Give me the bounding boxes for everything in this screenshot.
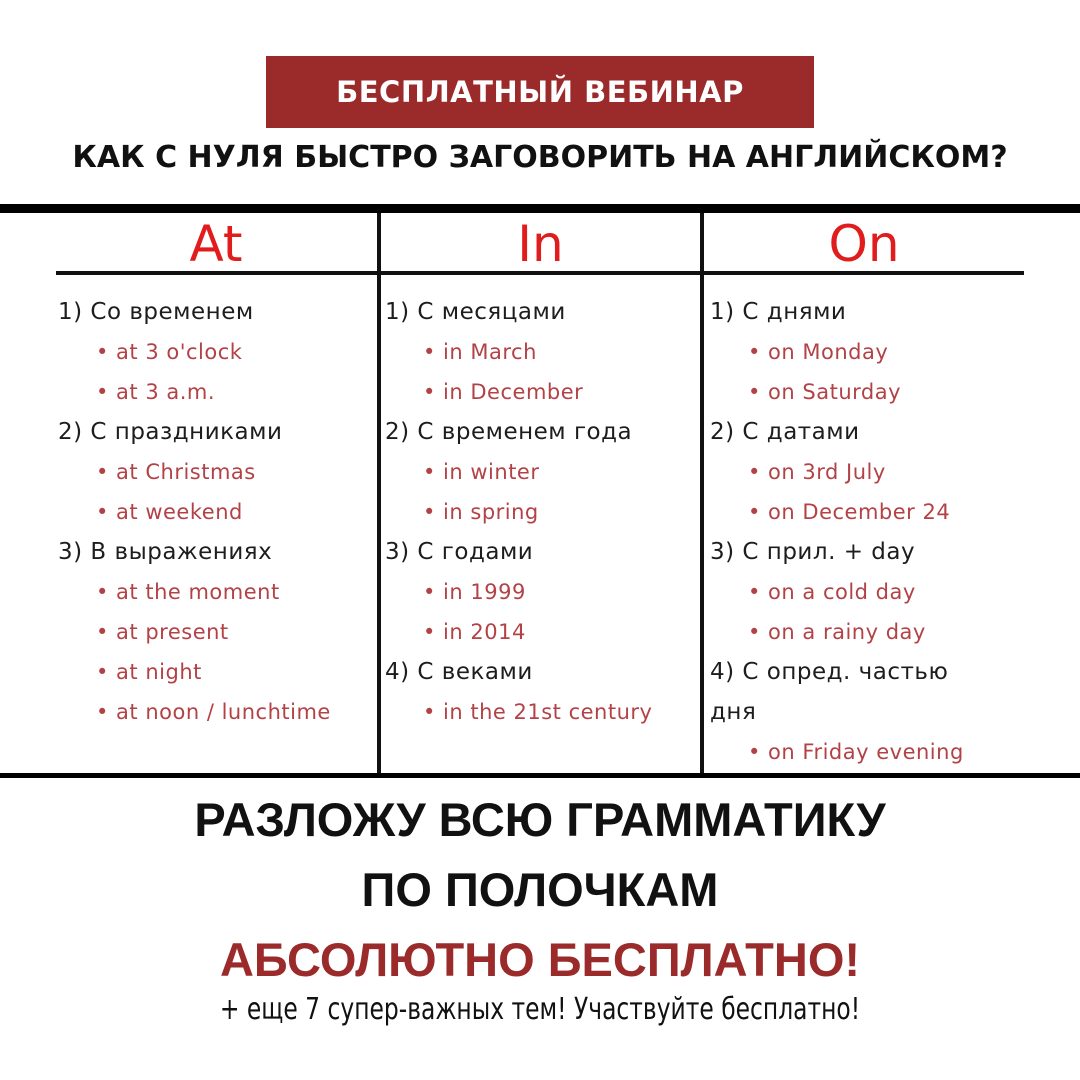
rule-heading: 1) С месяцами	[385, 299, 566, 325]
rule-heading: 1) С днями	[710, 299, 847, 325]
webinar-badge	[266, 56, 814, 128]
rule-heading: дня	[710, 699, 757, 725]
slogan-line-3: АБСОЛЮТНО БЕСПЛАТНО!	[219, 933, 861, 986]
column-on	[710, 292, 964, 772]
example-item: • in 1999	[423, 580, 526, 604]
headline: КАК С НУЛЯ БЫСТРО ЗАГОВОРИТЬ НА АНГЛИЙСКОМ?	[72, 140, 1008, 175]
example-item: • at 3 a.m.	[96, 380, 216, 404]
example-item: • at noon / lunchtime	[96, 700, 331, 724]
table-top-rule	[0, 204, 1080, 213]
table-bottom-rule	[0, 773, 1080, 778]
example-item: • in spring	[423, 500, 539, 524]
column-title-on: On	[828, 215, 900, 273]
column-divider-2	[700, 213, 704, 773]
rule-heading: 1) Со временем	[58, 299, 254, 325]
example-item: • on a cold day	[748, 580, 916, 604]
footer-text: + еще 7 супер-важных тем! Участвуйте бесплатно!	[219, 992, 861, 1027]
example-item: • at night	[96, 660, 202, 684]
column-title-at: At	[189, 215, 243, 273]
slogan-line-2: ПО ПОЛОЧКАМ	[361, 863, 719, 916]
rule-heading: 4) С опред. частью	[710, 659, 949, 685]
column-in	[385, 292, 652, 732]
rule-heading: 4) С веками	[385, 659, 533, 685]
column-at	[58, 292, 331, 732]
rule-heading: 3) С годами	[385, 539, 534, 565]
example-item: • at 3 o'clock	[96, 340, 243, 364]
example-item: • at weekend	[96, 500, 243, 524]
example-item: • on 3rd July	[748, 460, 886, 484]
rule-heading: 3) С прил. + day	[710, 539, 916, 565]
example-item: • on December 24	[748, 500, 951, 524]
column-divider-1	[377, 213, 381, 773]
example-item: • on Monday	[748, 340, 889, 364]
example-item: • in the 21st century	[423, 700, 653, 724]
rule-heading: 2) С датами	[710, 419, 860, 445]
example-item: • on a rainy day	[748, 620, 926, 644]
example-item: • on Saturday	[748, 380, 902, 404]
column-title-in: In	[517, 215, 564, 273]
example-item: • in December	[423, 380, 584, 404]
slogan-line-1: РАЗЛОЖУ ВСЮ ГРАММАТИКУ	[194, 793, 886, 846]
example-item: • at Christmas	[96, 460, 256, 484]
rule-heading: 2) С праздниками	[58, 419, 283, 445]
example-item: • in winter	[423, 460, 540, 484]
example-item: • in 2014	[423, 620, 526, 644]
rule-heading: 3) В выражениях	[58, 539, 273, 565]
badge-label: БЕСПЛАТНЫЙ ВЕБИНАР	[336, 75, 744, 109]
example-item: • in March	[423, 340, 537, 364]
rule-heading: 2) С временем года	[385, 419, 633, 445]
example-item: • on Friday evening	[748, 740, 964, 764]
example-item: • at the moment	[96, 580, 280, 604]
example-item: • at present	[96, 620, 229, 644]
